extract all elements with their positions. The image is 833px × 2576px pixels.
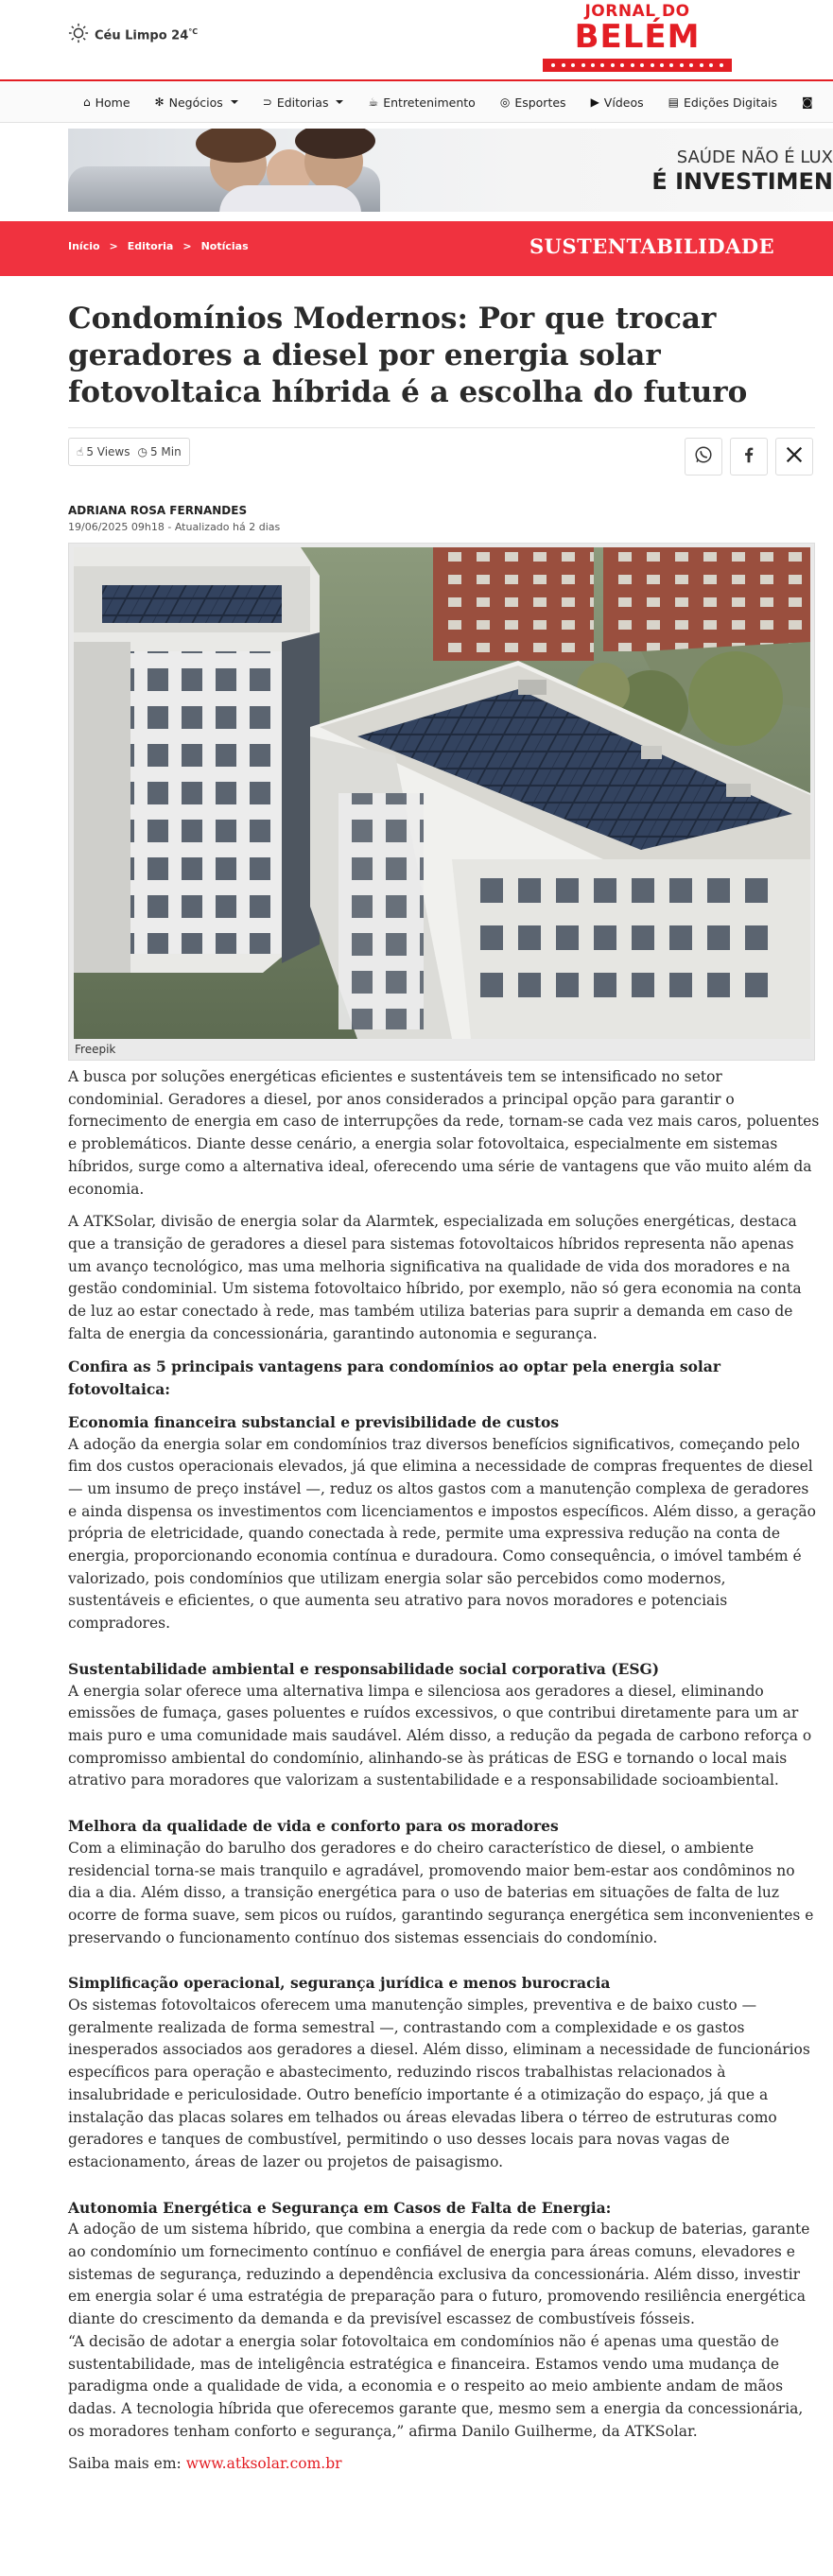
share-x-button[interactable] <box>775 438 813 475</box>
read-more-label: Saiba mais em: <box>68 2455 182 2473</box>
list-intro: Confira as 5 principais vantagens para condomínios ao optar pela energia solar fotovoltaica: <box>68 1357 721 1399</box>
subheading: Melhora da qualidade de vida e conforto para os moradores <box>68 1817 559 1836</box>
home-icon: ⌂ <box>83 95 91 109</box>
subheading: Autonomia Energética e Segurança em Casos de Falta de Energia: <box>68 2198 612 2217</box>
article-photo[interactable] <box>74 547 810 1039</box>
ad-headline: SAÚDE NÃO É LUX <box>676 147 833 167</box>
stats-pill <box>68 438 190 466</box>
nav-item-videos[interactable] <box>591 95 644 110</box>
chevron-down-icon <box>336 100 343 104</box>
nav-item-negocios[interactable] <box>155 95 238 110</box>
subheading: Economia financeira substancial e previsibilidade de custos <box>68 1412 560 1431</box>
article-title: Condomínios Modernos: Por que trocar geradores a diesel por energia solar fotovoltaica híbrida é a escolha do futuro <box>68 302 748 409</box>
nav-item-entretenimento[interactable] <box>368 95 475 110</box>
paragraph: A adoção de um sistema híbrido, que combina a energia da rede com o backup de baterias, garante ao condomínio um fornecimento contínuo e confiável de energia para áreas comuns, elevadores e sistemas de segurança, reduzindo a dependência exclusiva da concessionária. Além disso, investir em energia solar é uma estratégia de preparação para o futuro, promovendo resiliência energética diante do crescimento da demanda e da previsível escassez de combustíveis fósseis. <box>68 2221 810 2328</box>
site-header <box>0 0 833 79</box>
nav-item-edicoes-digitais[interactable] <box>668 95 777 110</box>
facebook-icon <box>738 444 759 469</box>
article-author[interactable]: ADRIANA ROSA FERNANDES <box>68 504 248 517</box>
solar-buildings-illustration <box>74 547 810 1039</box>
logo-main-text: BELÉM <box>574 18 701 56</box>
article-figure <box>68 543 815 1061</box>
weather-widget <box>68 23 198 47</box>
logo-top-text: JORNAL DO <box>584 2 690 21</box>
book-icon: ▤ <box>668 95 679 109</box>
paragraph: A adoção da energia solar em condomínios traz diversos benefícios significativos, começando pelo fim dos custos operacionais elevados, já que elimina a necessidade de compras frequentes de diesel — um insumo de preço instável —, reduz os altos gastos com a manutenção complexa de geradores e ainda dispensa os investimentos com licenciamentos e impostos específicos. Além disso, a geração própria de eletricidade, quando conectada à rede, permite uma expressiva redução na conta de energia, proporcionando economia contínua e duradoura. Como consequência, o imóvel também é valorizado, pois condomínios que utilizam energia solar são percebidos como modernos, sustentáveis e eficientes, o que aumenta seu atrativo para novos moradores e potenciais compradores. <box>68 1435 816 1633</box>
breadcrumb-noticias[interactable]: Notícias <box>200 240 249 252</box>
whatsapp-icon <box>693 444 714 469</box>
ad-subheadline: É INVESTIMEN <box>651 168 833 195</box>
target-icon: ◎ <box>499 95 511 109</box>
views-count <box>77 445 130 458</box>
nav-item-editorias[interactable] <box>263 95 344 110</box>
subheading: Sustentabilidade ambiental e responsabilidade social corporativa (ESG) <box>68 1659 660 1678</box>
play-icon: ▶ <box>590 95 599 109</box>
coffee-icon: ☕ <box>368 95 379 109</box>
share-whatsapp-button[interactable] <box>685 438 722 475</box>
breadcrumb-separator: > <box>182 240 192 252</box>
breadcrumb-bar <box>0 221 833 276</box>
section-title: SUSTENTABILIDADE <box>529 234 775 258</box>
views-label: 5 Views <box>86 445 130 458</box>
paragraph: A ATKSolar, divisão de energia solar da Alarmtek, especializada em soluções energéticas, destaca que a transição de geradores a diesel para sistemas fotovoltaicos híbridos representa não apenas um avanço tecnológico, mas uma melhoria significativa na qualidade de vida dos moradores e na gestão condominial. Um sistema fotovoltaico híbrido, por exemplo, não só gera economia na conta de luz ao estar conectado à rede, mas também utiliza baterias para suprir a demanda em caso de falta de energia da concessionária, garantindo autonomia e segurança. <box>68 1213 802 1342</box>
chevron-down-icon <box>231 100 238 104</box>
paragraph: A energia solar oferece uma alternativa limpa e silenciosa aos geradores a diesel, eliminando emissões de fumaça, gases poluentes e ruídos excessivos, o que contribui diretamente para um ar mais puro e uma comunidade mais saudável. Além disso, a redução da pegada de carbono reforça o compromisso ambiental do condomínio, alinhando-se às práticas de ESG e tornando o local mais atrativo para moradores que valorizam a sustentabilidade e a responsabilidade socioambiental. <box>68 1682 812 1789</box>
clock-icon: ◷ <box>137 445 148 458</box>
read-more-link[interactable]: www.atksolar.com.br <box>185 2455 342 2473</box>
breadcrumb-inicio[interactable]: Início <box>68 240 100 252</box>
nav-label: Home <box>95 95 130 110</box>
article-body <box>68 1066 820 2476</box>
read-time-label: 5 Min <box>149 445 182 458</box>
nav-label: Vídeos <box>603 95 644 110</box>
breadcrumb <box>68 240 249 252</box>
weather-text: Céu Limpo $24^{^\circ C}$ <box>95 26 199 43</box>
photo-credit: Freepik <box>75 1043 116 1056</box>
nav-item-camera[interactable] <box>802 95 813 109</box>
nav-item-esportes[interactable] <box>500 95 566 110</box>
nav-label: Esportes <box>514 95 566 110</box>
sun-icon <box>68 23 89 47</box>
x-icon <box>784 444 805 469</box>
paragraph: Os sistemas fotovoltaicos oferecem uma manutenção simples, preventiva e de baixo custo — geralmente realizada de forma semestral —, contrastando com a complexidade e os gastos inesperados associados aos geradores a diesel. Além disso, eliminam a necessidade de funcionários específicos para operação e abastecimento, reduzindo riscos trabalhistas relacionados à insalubridade e periculosidade. Outro benefício importante é a otimização do espaço, já que a instalação das placas solares em telhados ou áreas elevadas libera o térreo de estruturas como geradores e tanques de combustível, permitindo o uso desses locais para novas vagas de estacionamento, áreas de lazer ou projetos de paisagismo. <box>68 1997 810 2170</box>
nav-label: Negócios <box>168 95 223 110</box>
article-date: 19/06/2025 09h18 - Atualizado há 2 dias <box>68 521 281 533</box>
ad-person-shape <box>219 185 361 212</box>
nav-item-home[interactable] <box>83 95 130 110</box>
site-logo[interactable] <box>543 0 732 76</box>
share-facebook-button[interactable] <box>730 438 768 475</box>
nav-label: Edições Digitais <box>683 95 778 110</box>
breadcrumb-separator: > <box>109 240 118 252</box>
main-nav <box>0 81 833 123</box>
paragraph: Com a eliminação do barulho dos geradores e do cheiro característico de diesel, o ambiente residencial torna-se mais tranquilo e agradável, promovendo maior bem-estar aos condôminos no dia a dia. Além disso, a transição energética para o uso de baterias em situações de falta de luz ocorre de forma suave, sem picos ou ruídos, garantindo segurança energética sem inconvenientes e preservando o funcionamento contínuo dos sistemas essenciais do condomínio. <box>68 1839 814 1946</box>
camera-icon: ◙ <box>802 95 813 109</box>
read-more-line <box>68 2453 820 2476</box>
article-meta <box>68 438 815 479</box>
nav-label: Entretenimento <box>383 95 476 110</box>
logo-stripe <box>543 59 732 72</box>
ad-banner[interactable] <box>68 129 833 212</box>
subheading: Simplificação operacional, segurança jurídica e menos burocracia <box>68 1974 611 1993</box>
breadcrumb-editoria[interactable]: Editoria <box>127 240 174 252</box>
nav-label: Editorias <box>276 95 329 110</box>
rss-icon: ⊃ <box>262 95 272 109</box>
read-time <box>138 445 182 458</box>
paragraph: A busca por soluções energéticas eficientes e sustentáveis tem se intensificado no setor condominial. Geradores a diesel, por anos considerados a principal opção para garantir o fornecimento de energia em caso de interrupções da rede, tornam-se cada vez mais caros, poluentes e problemáticos. Diante desse cenário, a energia solar fotovoltaica, especialmente em sistemas híbridos, surge como a alternativa ideal, oferecendo uma série de vantagens que vão muito além da economia. <box>68 1068 820 1198</box>
gear-icon: ✻ <box>154 95 165 109</box>
thumbs-up-icon: ☝ <box>77 445 84 458</box>
divider <box>68 427 815 428</box>
quote-paragraph: “A decisão de adotar a energia solar fotovoltaica em condomínios não é apenas uma questão de sustentabilidade, mas de inteligência estratégica e financeira. Estamos vendo uma mudança de paradigma onde a qualidade de vida, a economia e o respeito ao meio ambiente andam de mãos dadas. A tecnologia híbrida que oferecemos garante que, mesmo sem a energia da concessionária, os moradores tenham conforto e segurança,” afirma Danilo Guilherme, da ATKSolar. <box>68 2332 804 2440</box>
